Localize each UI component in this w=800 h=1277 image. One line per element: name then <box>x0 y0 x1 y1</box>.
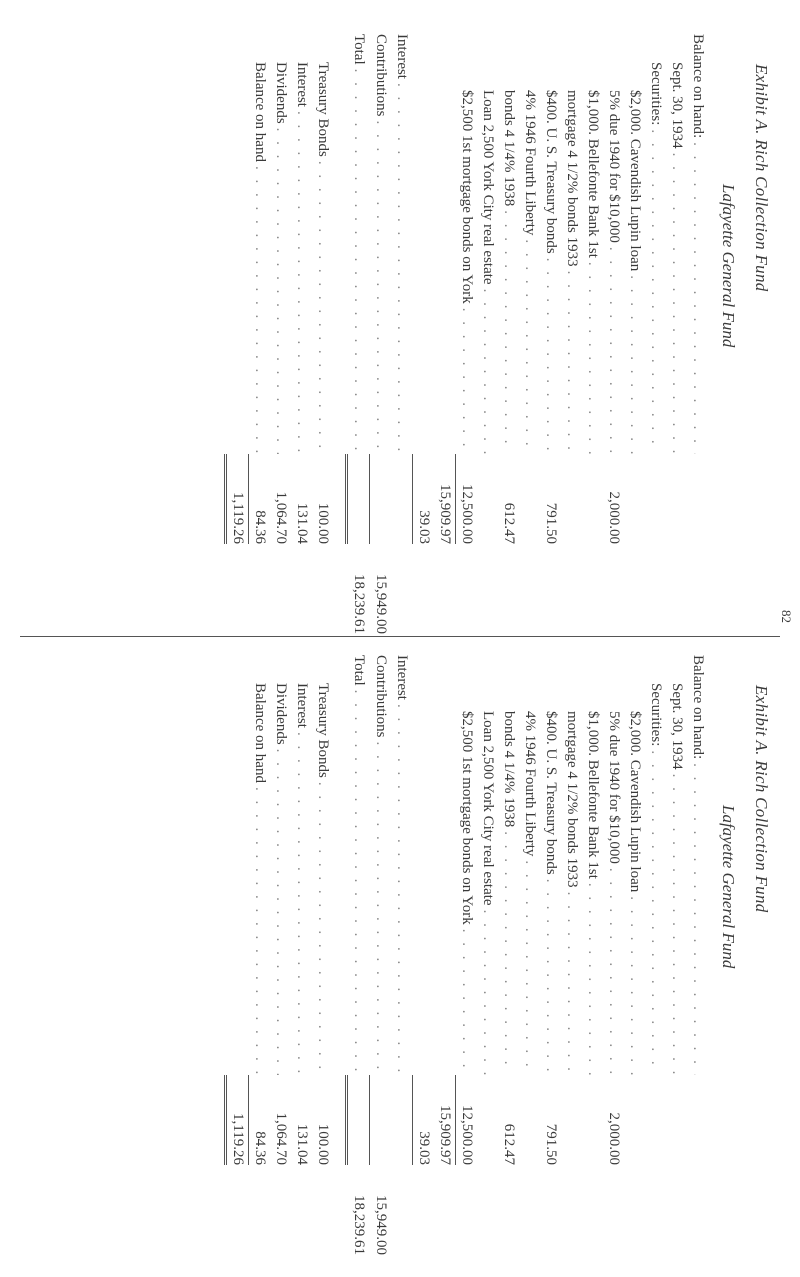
ledger-rule-line <box>248 454 249 544</box>
ledger-amount-col1: 39.03 <box>416 1131 432 1165</box>
ledger-row <box>227 655 248 1255</box>
ledger-row <box>348 34 369 634</box>
ledger-rule-line <box>345 1075 348 1165</box>
ledger-amount-col1: 12,500.00 <box>459 1105 475 1165</box>
ledger-row <box>370 34 391 634</box>
right-ledger-rows-lower <box>224 655 333 1255</box>
ledger-label: $400. U. S. Treasury bonds <box>543 711 559 875</box>
left-title: Exhibit A. Rich Collection Fund <box>752 64 771 292</box>
ledger-amount-col1: 84.36 <box>252 1131 268 1165</box>
ledger-row <box>540 655 561 1255</box>
ledger-row <box>645 34 666 634</box>
ledger-rule-line <box>369 1075 370 1165</box>
ledger-row <box>498 34 519 634</box>
leader-dots <box>582 879 603 1075</box>
leader-dots <box>270 745 291 1075</box>
ledger-row <box>477 34 498 634</box>
left-ledger-rows <box>345 34 708 634</box>
ledger-rule-line <box>412 454 413 544</box>
right-title: Exhibit A. Rich Collection Fund <box>752 685 771 913</box>
ledger-label: Balance on hand: <box>690 655 706 760</box>
ledger-rule <box>224 655 227 1255</box>
ledger-row <box>603 655 624 1255</box>
ledger-rule-gap <box>224 1165 227 1255</box>
ledger-label: Balance on hand <box>252 62 268 162</box>
ledger-rule-gap <box>248 1165 249 1255</box>
ledger-row <box>434 34 455 634</box>
ledger-row <box>456 655 477 1255</box>
ledger-label: Interest <box>394 655 410 700</box>
leader-dots <box>519 235 540 454</box>
ledger-rule-gap <box>345 544 348 634</box>
leader-dots <box>312 778 333 1075</box>
ledger-label: 5% due 1940 for $10,000 <box>606 90 622 243</box>
page-number: 82 <box>779 610 794 623</box>
ledger-rule-line <box>369 454 370 544</box>
leader-dots <box>270 124 291 454</box>
leader-dots <box>687 138 708 454</box>
leader-dots <box>666 770 687 1075</box>
ledger-row <box>249 655 270 1255</box>
ledger-rule-gap <box>455 544 456 634</box>
ledger-amount-col2: 15,949.00 <box>373 574 389 634</box>
ledger-row <box>624 34 645 634</box>
ledger-label: Total <box>351 655 367 686</box>
ledger-row <box>227 34 248 634</box>
leader-dots <box>249 162 270 454</box>
leader-dots <box>624 892 645 1075</box>
ledger-amount-col1: 612.47 <box>501 1123 517 1165</box>
leader-dots <box>603 243 624 454</box>
ledger-row <box>687 34 708 634</box>
leader-dots <box>370 117 391 454</box>
ledger-row <box>687 655 708 1255</box>
ledger-row <box>582 34 603 634</box>
ledger-label: bonds 4 1/4% 1938 <box>501 90 517 207</box>
leader-dots <box>561 267 582 454</box>
ledger-label: 4% 1946 Fourth Liberty <box>522 90 538 236</box>
ledger-row <box>249 34 270 634</box>
ledger-row <box>582 655 603 1255</box>
ledger-label: Sept. 30, 1934 <box>669 683 685 770</box>
ledger-amount-col1: 100.00 <box>315 1123 331 1165</box>
left-spacer <box>333 34 345 634</box>
ledger-row <box>498 655 519 1255</box>
ledger-row <box>370 655 391 1255</box>
ledger-amount-col1: 12,500.00 <box>459 484 475 544</box>
ledger-row <box>666 655 687 1255</box>
left-ledger-rows-lower <box>224 34 333 634</box>
leader-dots <box>540 875 561 1075</box>
ledger-rule <box>412 655 413 1255</box>
ledger-label: $2,500 1st mortgage bonds on York <box>459 711 475 925</box>
ledger-rule-line <box>455 1075 456 1165</box>
ledger-label: Securities: <box>648 62 664 126</box>
leader-dots <box>391 79 412 454</box>
leader-dots <box>312 157 333 454</box>
ledger-amount-col1: 791.50 <box>543 502 559 544</box>
ledger-rule-gap <box>369 544 370 634</box>
ledger-label: bonds 4 1/4% 1938 <box>501 711 517 828</box>
ledger-amount-col1: 15,909.97 <box>437 1105 453 1165</box>
ledger-rule <box>224 34 227 634</box>
ledger-amount-col1: 39.03 <box>416 510 432 544</box>
leader-dots <box>456 304 477 454</box>
leader-dots <box>519 856 540 1075</box>
ledger-label: Securities: <box>648 683 664 747</box>
leader-dots <box>687 759 708 1075</box>
ledger-label: Loan 2,500 York City real estate <box>480 711 496 906</box>
ledger-rule-gap <box>412 1165 413 1255</box>
ledger-row <box>391 655 412 1255</box>
ledger-row <box>270 34 291 634</box>
ledger-amount-col1: 1,119.26 <box>230 492 246 544</box>
ledger-row <box>540 34 561 634</box>
ledger-label: Balance on hand: <box>690 34 706 139</box>
ledger-amount-col1: 1,119.26 <box>230 1113 246 1165</box>
ledger-label: 5% due 1940 for $10,000 <box>606 711 622 864</box>
right-subtitle: Lafayette General Fund <box>719 805 738 969</box>
leader-dots <box>348 65 369 454</box>
ledger-rule-line <box>455 454 456 544</box>
leader-dots <box>456 925 477 1075</box>
ledger-label: Loan 2,500 York City real estate <box>480 90 496 285</box>
ledger-rule-gap <box>248 544 249 634</box>
ledger-amount-col1: 15,909.97 <box>437 484 453 544</box>
ledger-rule-line <box>248 1075 249 1165</box>
ledger-row <box>312 655 333 1255</box>
leader-dots <box>477 285 498 454</box>
ledger-row <box>561 34 582 634</box>
right-spacer <box>333 655 345 1255</box>
ledger-row <box>477 655 498 1255</box>
leader-dots <box>624 271 645 454</box>
leader-dots <box>391 700 412 1075</box>
ledger-rule <box>412 34 413 634</box>
ledger-label: Interest <box>394 34 410 79</box>
ledger-rule-gap <box>369 1165 370 1255</box>
ledger-row <box>603 34 624 634</box>
ledger-row <box>291 655 312 1255</box>
ledger-label: Sept. 30, 1934 <box>669 62 685 149</box>
ledger-rule-line <box>412 1075 413 1165</box>
leader-dots <box>666 149 687 454</box>
ledger-amount-col1: 1,064.70 <box>273 1112 289 1165</box>
left-subtitle: Lafayette General Fund <box>719 184 738 348</box>
leader-dots <box>498 206 519 454</box>
leader-dots <box>645 746 666 1075</box>
right-ledger-rows <box>345 655 708 1255</box>
ledger-row <box>666 34 687 634</box>
ledger-rule-line <box>224 1075 227 1165</box>
ledger-amount-col2: 15,949.00 <box>373 1195 389 1255</box>
ledger-row <box>391 34 412 634</box>
leader-dots <box>645 125 666 454</box>
ledger-row <box>645 655 666 1255</box>
ledger-amount-col1: 131.04 <box>294 1123 310 1165</box>
leader-dots <box>582 258 603 454</box>
ledger-row <box>624 655 645 1255</box>
ledger-amount-col1: 100.00 <box>315 502 331 544</box>
ledger-label: $1,000. Bellefonte Bank 1st <box>585 711 601 879</box>
ledger-row <box>270 655 291 1255</box>
ledger-label: Dividends <box>273 683 289 745</box>
leader-dots <box>477 906 498 1075</box>
ledger-amount-col1: 612.47 <box>501 502 517 544</box>
ledger-label: $2,500 1st mortgage bonds on York <box>459 90 475 304</box>
leader-dots <box>291 728 312 1075</box>
column-divider <box>20 636 780 637</box>
ledger-row <box>434 655 455 1255</box>
leader-dots <box>370 738 391 1075</box>
ledger-row <box>312 34 333 634</box>
ledger-amount-col1: 2,000.00 <box>606 491 622 544</box>
ledger-rule-gap <box>412 544 413 634</box>
ledger-row <box>519 34 540 634</box>
ledger-label: Contributions <box>373 655 389 738</box>
ledger-row <box>291 34 312 634</box>
ledger-label: $2,000. Cavendish Lupin loan <box>627 90 643 272</box>
ledger-rule-line <box>224 454 227 544</box>
ledger-label: Total <box>351 34 367 65</box>
ledger-row <box>348 655 369 1255</box>
ledger-rule-gap <box>455 1165 456 1255</box>
ledger-label: Treasury Bonds <box>315 62 331 157</box>
ledger-amount-col1: 84.36 <box>252 510 268 544</box>
ledger-label: Treasury Bonds <box>315 683 331 778</box>
ledger-label: 4% 1946 Fourth Liberty <box>522 711 538 857</box>
ledger-label: $2,000. Cavendish Lupin loan <box>627 711 643 893</box>
ledger-label: Interest <box>294 62 310 107</box>
ledger-label: Balance on hand <box>252 683 268 783</box>
ledger-amount-col1: 791.50 <box>543 1123 559 1165</box>
leader-dots <box>603 864 624 1075</box>
leader-dots <box>291 107 312 454</box>
left-column <box>28 34 772 634</box>
ledger-row <box>561 655 582 1255</box>
leader-dots <box>348 686 369 1075</box>
leader-dots <box>561 888 582 1075</box>
ledger-row <box>413 655 434 1255</box>
right-column <box>28 655 772 1255</box>
ledger-amount-col1: 2,000.00 <box>606 1112 622 1165</box>
ledger-amount-col2: 18,239.61 <box>351 1195 367 1255</box>
leader-dots <box>540 254 561 454</box>
ledger-rule-line <box>345 454 348 544</box>
ledger-label: Interest <box>294 683 310 728</box>
ledger-rule-gap <box>224 544 227 634</box>
ledger-row <box>456 34 477 634</box>
ledger-label: $400. U. S. Treasury bonds <box>543 90 559 254</box>
ledger-label: mortgage 4 1/2% bonds 1933 <box>564 90 580 267</box>
ledger-row <box>519 655 540 1255</box>
ledger-amount-col1: 131.04 <box>294 502 310 544</box>
ledger-label: $1,000. Bellefonte Bank 1st <box>585 90 601 258</box>
ledger-amount-col2: 18,239.61 <box>351 574 367 634</box>
ledger-rule-gap <box>345 1165 348 1255</box>
ledger-label: Dividends <box>273 62 289 124</box>
ledger-label: mortgage 4 1/2% bonds 1933 <box>564 711 580 888</box>
ledger-label: Contributions <box>373 34 389 117</box>
leader-dots <box>249 783 270 1075</box>
ledger-amount-col1: 1,064.70 <box>273 491 289 544</box>
leader-dots <box>498 827 519 1075</box>
ledger-row <box>413 34 434 634</box>
